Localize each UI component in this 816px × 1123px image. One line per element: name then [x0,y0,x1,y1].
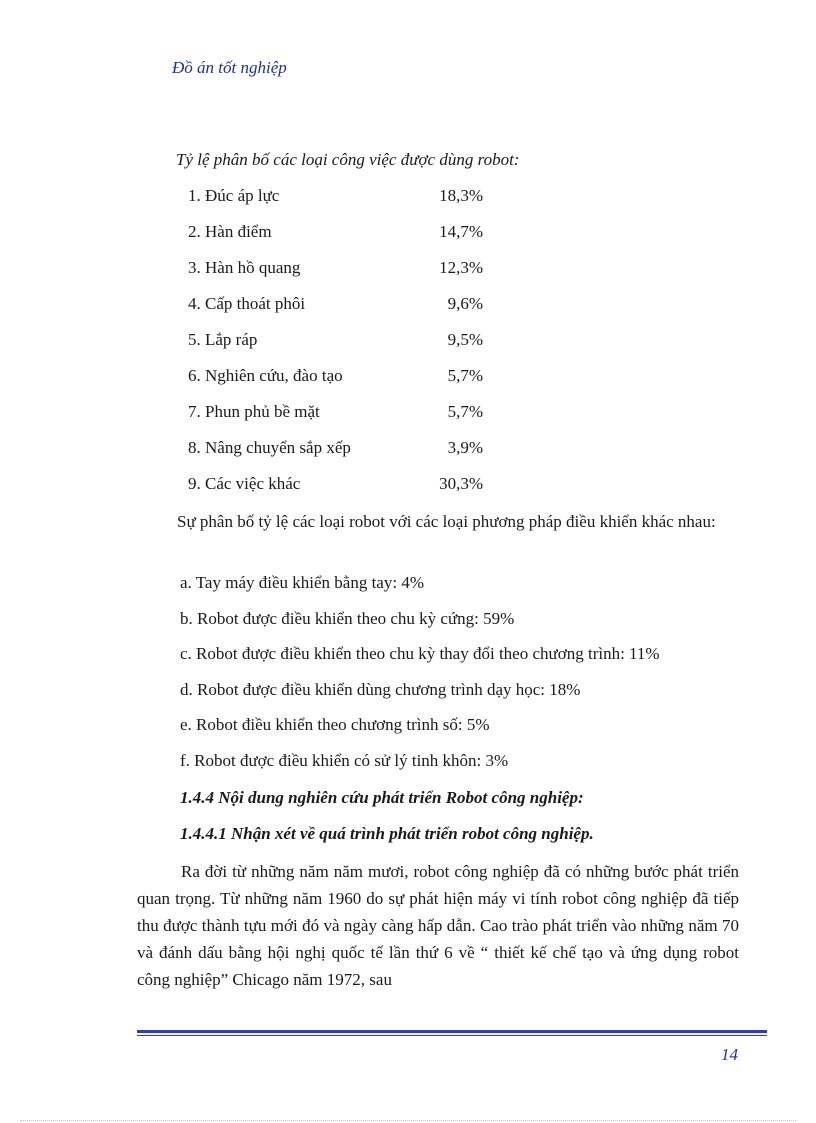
job-value: 5,7% [447,402,483,421]
job-distribution-intro: Tỷ lệ phân bố các loại công việc được dùng robot: [176,150,520,169]
list-item [188,402,508,438]
list-item [188,366,508,402]
footer-rule-thin [137,1035,767,1036]
list-item [188,474,508,510]
list-item [188,186,508,222]
page-number: 14 [721,1045,738,1064]
list-item [188,222,508,258]
page-edge-divider [20,1120,796,1121]
list-item [188,330,508,366]
job-label: 7. Phun phủ bề mặt [188,402,320,421]
footer-rule [137,1030,767,1033]
job-value: 5,7% [447,366,483,385]
job-label: 3. Hàn hồ quang [188,258,301,277]
job-label: 6. Nghiên cứu, đào tạo [188,366,343,385]
list-item: b. Robot được điều khiển theo chu kỳ cứng: 59% [180,608,515,628]
job-value: 18,3% [439,186,483,205]
list-item: f. Robot được điều khiển có sử lý tinh khôn: 3% [180,750,509,770]
job-value: 9,6% [447,294,483,313]
job-value: 14,7% [439,222,483,241]
job-value: 3,9% [447,438,483,457]
control-methods-list [180,573,660,786]
job-value: 9,5% [447,330,483,349]
list-item: d. Robot được điều khiển dùng chương trình dạy học: 18% [180,679,581,699]
list-item [188,294,508,330]
section-heading: 1.4.4 Nội dung nghiên cứu phát triển Robot công nghiệp: [180,788,584,807]
document-header: Đồ án tốt nghiệp [172,58,287,77]
list-item: a. Tay máy điều khiển bằng tay: 4% [180,573,424,592]
job-value: 30,3% [439,474,483,493]
job-value: 12,3% [439,258,483,277]
body-paragraph: Ra đời từ những năm năm mươi, robot công nghiệp đã có những bước phát triển quan trọng. Từ những năm 1960 do sự phát hiện máy vi tính robot công nghiệp đã tiếp thu được thành tựu mới đó và ngày càng hấp dẫn. Cao trào phát triển vào những năm 70 và đánh dấu bằng hội nghị quốc tế lần thứ 6 về “ thiết kế chế tạo và ứng dụng robot công nghiệp” Chicago năm 1972, sau [137,862,739,989]
list-item [188,438,508,474]
job-label: 1. Đúc áp lực [188,186,280,205]
job-label: 4. Cấp thoát phôi [188,294,306,313]
job-distribution-list [188,186,508,510]
job-label: 9. Các việc khác [188,474,301,493]
subsection-heading: 1.4.4.1 Nhận xét về quá trình phát triển robot công nghiệp. [180,824,594,843]
job-label: 5. Lắp ráp [188,330,258,349]
list-item: e. Robot điều khiển theo chương trình số: 5% [180,715,490,734]
list-item [188,258,508,294]
control-methods-intro: Sự phân bố tỷ lệ các loại robot với các loại phương pháp điều khiển khác nhau: [177,512,716,531]
list-item: c. Robot được điều khiển theo chu kỳ thay đổi theo chương trình: 11% [180,644,660,663]
job-label: 8. Nâng chuyển sắp xếp [188,438,351,457]
job-label: 2. Hàn điểm [188,222,272,241]
